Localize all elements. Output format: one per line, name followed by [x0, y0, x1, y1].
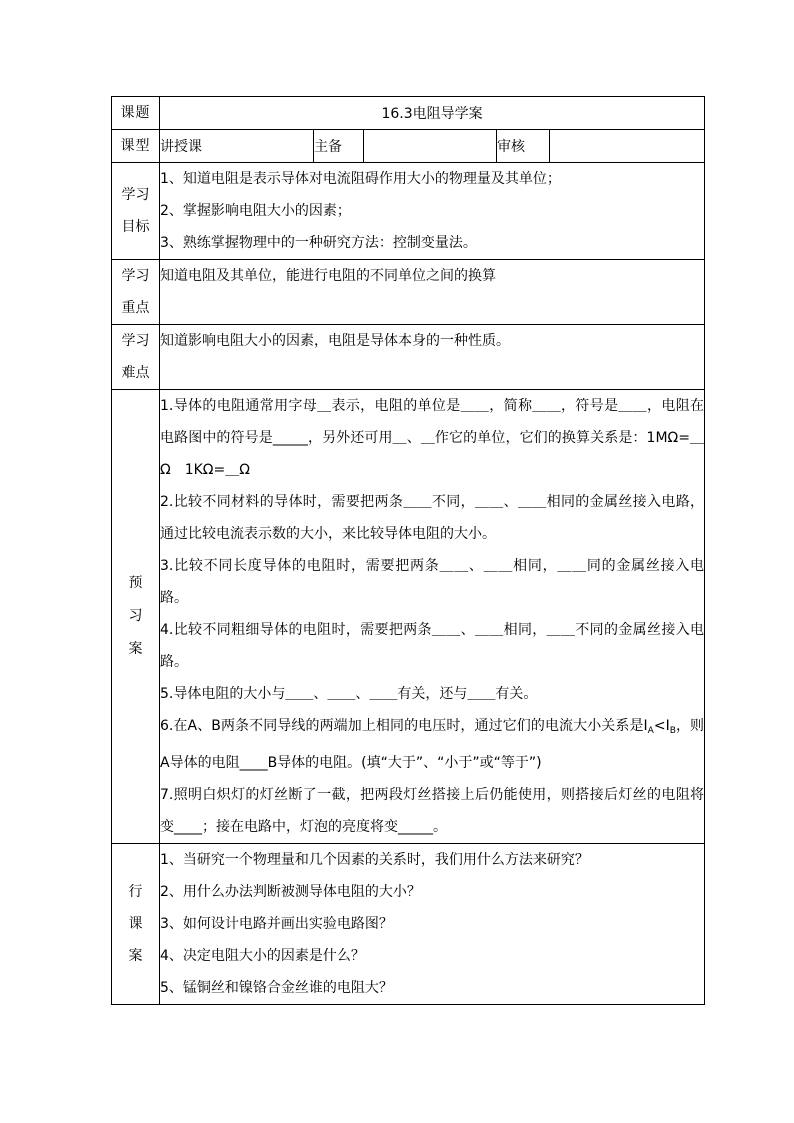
row-type — [112, 130, 705, 163]
preview-question-5: 5.导体电阻的大小与＿＿、＿＿、＿＿有关，还与＿＿有关。 — [160, 686, 538, 702]
preview-label-char: 习 — [128, 608, 143, 624]
q6-text-b: ，则A导体的电阻____B导体的电阻。(填“大于”、“小于”或“等于”) — [160, 718, 705, 771]
lesson-question: 3、如何设计电路并画出实验电路图？ — [160, 916, 393, 932]
preview-question-1: 1.导体的电阻通常用字母＿表示，电阻的单位是＿＿，简称＿＿，符号是＿＿，电阻在电路图中的符号是_____，另外还可用＿、＿作它的单位，它们的换算关系是：1MΩ=＿Ω 1KΩ=＿Ω — [160, 398, 705, 478]
preview-label-char: 预 — [128, 575, 143, 591]
lesson-question: 1、当研究一个物理量和几个因素的关系时，我们用什么方法来研究？ — [160, 852, 589, 868]
preview-question-6 — [160, 710, 704, 779]
prep-label: 主备 — [314, 130, 364, 163]
row-key-points — [112, 260, 705, 325]
goal-item: 3、熟练掌握物理中的一种研究方法：控制变量法。 — [160, 235, 477, 251]
lesson-label-char: 案 — [128, 948, 143, 964]
q6-subscript-a: A — [647, 726, 654, 736]
q6-text-a: 6.在A、B两条不同导线的两端加上相同的电压时，通过它们的电流大小关系是I — [160, 718, 648, 734]
lesson-label-char: 课 — [128, 916, 143, 932]
key-points-label-line2: 重点 — [121, 300, 150, 316]
difficulties-label — [112, 325, 160, 390]
type-value: 讲授课 — [160, 130, 314, 163]
preview-question-4: 4.比较不同粗细导体的电阻时，需要把两条＿＿、＿＿相同，＿＿不同的金属丝接入电路。 — [160, 622, 705, 670]
goals-label-line2: 目标 — [121, 219, 150, 235]
goals-label-line1: 学习 — [121, 187, 150, 203]
lesson-content — [160, 844, 705, 1005]
difficulties-label-line2: 难点 — [121, 365, 150, 381]
q6-subscript-b: B — [669, 726, 676, 736]
subject-label: 课题 — [112, 97, 160, 130]
preview-label — [112, 390, 160, 844]
preview-question-7: 7.照明白炽灯的灯丝断了一截，把两段灯丝搭接上后仍能使用，则搭接后灯丝的电阻将变____；接在电路中，灯泡的亮度将变_____。 — [160, 787, 705, 835]
goals-content — [160, 163, 705, 260]
review-label: 审核 — [497, 130, 550, 163]
q6-less-than: <I — [653, 718, 670, 734]
goal-item: 1、知道电阻是表示导体对电流阻碍作用大小的物理量及其单位； — [160, 171, 561, 187]
lesson-title: 16.3电阻导学案 — [160, 97, 705, 130]
difficulties-content — [160, 325, 705, 390]
review-value — [550, 130, 705, 163]
preview-question-3: 3.比较不同长度导体的电阻时，需要把两条＿＿、＿＿相同，＿＿同的金属丝接入电路。 — [160, 558, 705, 606]
lesson-question: 4、决定电阻大小的因素是什么？ — [160, 948, 365, 964]
goals-label — [112, 163, 160, 260]
prep-value — [364, 130, 497, 163]
row-goals — [112, 163, 705, 260]
key-points-label — [112, 260, 160, 325]
lesson-question: 2、用什么办法判断被测导体电阻的大小？ — [160, 884, 421, 900]
lesson-question: 5、锰铜丝和镍铬合金丝谁的电阻大？ — [160, 980, 393, 996]
preview-question-2: 2.比较不同材料的导体时，需要把两条＿＿不同，＿＿、＿＿相同的金属丝接入电路，通过比较电流表示数的大小，来比较导体电阻的大小。 — [160, 494, 705, 542]
type-label: 课型 — [112, 130, 160, 163]
preview-content — [160, 390, 705, 844]
row-subject — [112, 97, 705, 130]
difficulties-label-line1: 学习 — [121, 333, 150, 349]
key-points-label-line1: 学习 — [121, 268, 150, 284]
lesson-label-char: 行 — [128, 884, 143, 900]
goal-item: 2、掌握影响电阻大小的因素； — [160, 203, 351, 219]
row-difficulties — [112, 325, 705, 390]
key-points-content — [160, 260, 705, 325]
row-preview — [112, 390, 705, 844]
difficulties-text: 知道影响电阻大小的因素，电阻是导体本身的一种性质。 — [160, 333, 510, 349]
key-points-text: 知道电阻及其单位，能进行电阻的不同单位之间的换算 — [160, 268, 496, 284]
lesson-label — [112, 844, 160, 1005]
preview-label-char: 案 — [128, 641, 143, 657]
row-lesson — [112, 844, 705, 1005]
lesson-plan-table — [111, 96, 705, 1005]
